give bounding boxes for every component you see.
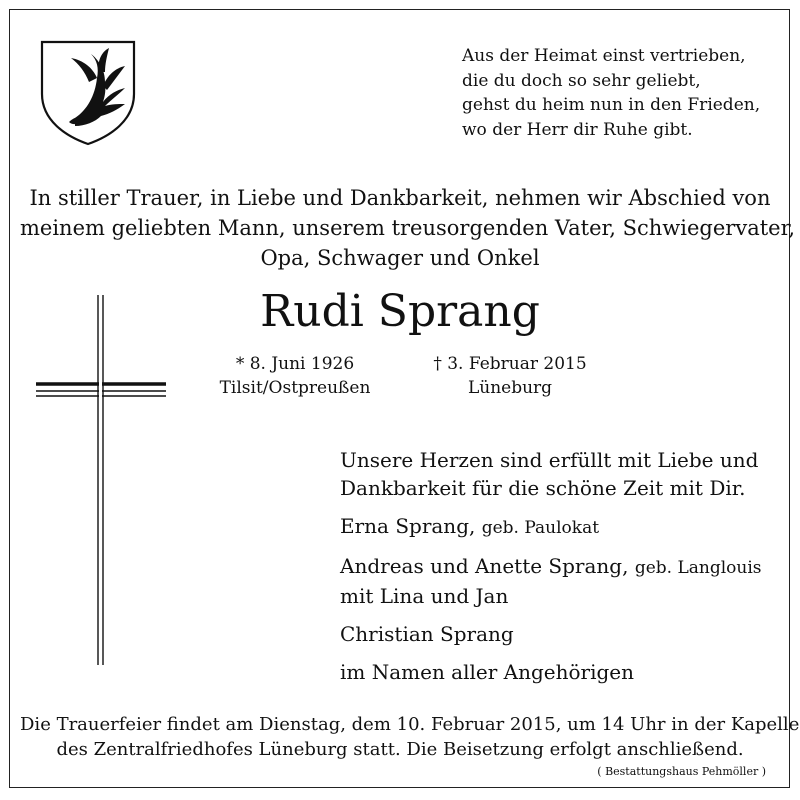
funeral-details [20,712,800,762]
intro-line: In stiller Trauer, in Liebe und Dankbarkeit, nehmen wir Abschied von [29,186,771,210]
birth-info [190,352,400,400]
mourner-name: Erna Sprang, [340,514,476,538]
mourner-entry [340,552,780,610]
birth-place: Tilsit/Ostpreußen [219,378,371,398]
poem-line: die du doch so sehr geliebt, [462,70,701,91]
intro-line: meinem geliebten Mann, unserem treusorgenden Vater, Schwiegervater, [20,216,795,240]
closing-line: Unsere Herzen sind erfüllt mit Liebe und [340,448,759,472]
cross-icon [36,295,166,665]
funeral-line: Die Trauerfeier findet am Dienstag, dem 10. Februar 2015, um 14 Uhr in der Kapelle [20,714,800,735]
antler-shield-icon [39,38,137,146]
intro-text [20,183,795,273]
mourner-extra: mit Lina und Jan [340,584,509,608]
mourner-name: Andreas und Anette Sprang, [340,554,629,578]
mourner-name: Christian Sprang [340,622,514,646]
mourner-entry [340,512,780,542]
death-date: † 3. Februar 2015 [433,354,587,374]
closing-line: Dankbarkeit für die schöne Zeit mit Dir. [340,476,746,500]
deceased-name: Rudi Sprang [260,286,540,337]
mourner-note: geb. Langlouis [634,558,762,578]
birth-date: * 8. Juni 1926 [235,354,355,374]
mourner-note: geb. Paulokat [481,518,600,538]
poem-line: Aus der Heimat einst vertrieben, [462,46,746,66]
funeral-line: des Zentralfriedhofes Lüneburg statt. Die Beisetzung erfolgt anschließend. [56,739,744,760]
poem-line: gehst du heim nun in den Frieden, [462,95,761,115]
death-info [400,352,620,400]
closing-final: im Namen aller Angehörigen [340,660,635,684]
poem-line: wo der Herr dir Ruhe gibt. [462,119,693,140]
undertaker-credit: ( Bestattungshaus Pehmöller ) [597,765,766,778]
death-place: Lüneburg [467,378,553,398]
poem [462,44,782,142]
closing-section [340,446,780,686]
mourner-entry [340,620,780,648]
intro-line: Opa, Schwager und Onkel [260,246,540,270]
